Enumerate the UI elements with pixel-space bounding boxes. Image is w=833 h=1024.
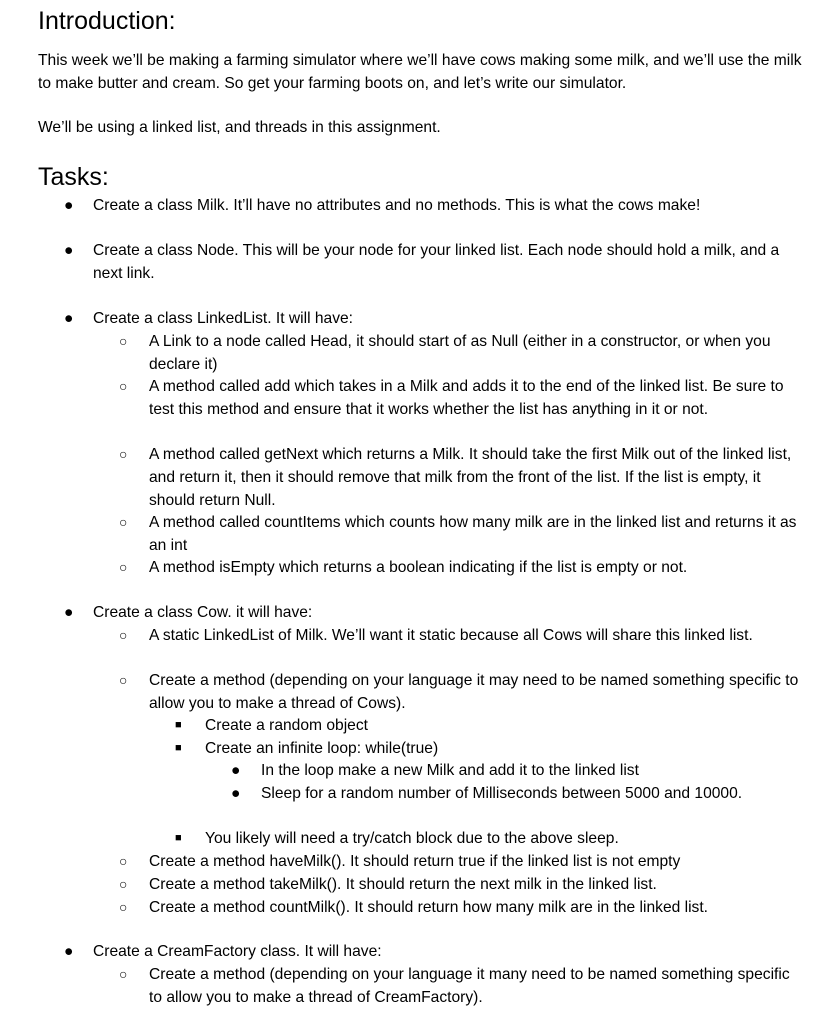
linkedlist-item: A method isEmpty which returns a boolean indicating if the list is empty or not. bbox=[149, 559, 688, 576]
cow-infinite-loop: Create an infinite loop: while(true) bbox=[205, 740, 439, 757]
cow-have-milk: Create a method haveMilk(). It should return true if the linked list is not empty bbox=[149, 853, 681, 870]
bullet-circle-icon: ○ bbox=[119, 333, 128, 349]
cow-method: Create a method (depending on your language it may need to be named something specific to allow you to make a thread of Cows). bbox=[149, 672, 799, 712]
bullet-circle-icon: ○ bbox=[119, 378, 128, 394]
linkedlist-item: A method called add which takes in a Milk and adds it to the end of the linked list. Be sure to test this method and ensure that it works whether the list has anything in it or not. bbox=[149, 378, 784, 418]
bullet-circle-icon: ○ bbox=[119, 627, 128, 643]
bullet-circle-icon: ○ bbox=[119, 559, 128, 575]
bullet-circle-icon: ○ bbox=[119, 966, 128, 982]
bullet-square-icon: ■ bbox=[175, 742, 182, 754]
cow-static-list: A static LinkedList of Milk. We’ll want it static because all Cows will share this linked list. bbox=[149, 627, 753, 644]
task-linkedlist: Create a class LinkedList. It will have: bbox=[93, 310, 354, 327]
bullet-disc-icon: ● bbox=[64, 943, 74, 960]
bullet-circle-icon: ○ bbox=[119, 672, 128, 688]
task-node: Create a class Node. This will be your node for your linked list. Each node should hold a milk, and a next link. bbox=[93, 242, 780, 282]
cow-take-milk: Create a method takeMilk(). It should return the next milk in the linked list. bbox=[149, 876, 657, 893]
bullet-disc-icon: ● bbox=[231, 762, 241, 779]
cream-method: Create a method (depending on your language it many need to be named something specific to allow you to make a thread of CreamFactory). bbox=[149, 966, 790, 1006]
bullet-square-icon: ■ bbox=[175, 832, 182, 844]
bullet-disc-icon: ● bbox=[64, 197, 74, 214]
cow-count-milk: Create a method countMilk(). It should return how many milk are in the linked list. bbox=[149, 899, 709, 916]
linkedlist-item: A Link to a node called Head, it should start of as Null (either in a constructor, or when you declare it) bbox=[149, 333, 771, 373]
intro-heading: Introduction: bbox=[38, 7, 176, 35]
cow-loop-sleep: Sleep for a random number of Milliseconds between 5000 and 10000. bbox=[261, 785, 743, 802]
intro-paragraph-2: We’ll be using a linked list, and threads in this assignment. bbox=[38, 119, 441, 136]
cow-loop-add: In the loop make a new Milk and add it to the linked list bbox=[261, 762, 639, 779]
bullet-disc-icon: ● bbox=[64, 604, 74, 621]
bullet-circle-icon: ○ bbox=[119, 853, 128, 869]
bullet-circle-icon: ○ bbox=[119, 514, 128, 530]
bullet-circle-icon: ○ bbox=[119, 899, 128, 915]
task-cow: Create a class Cow. it will have: bbox=[93, 604, 313, 621]
cow-random-object: Create a random object bbox=[205, 717, 368, 734]
task-milk: Create a class Milk. It’ll have no attributes and no methods. This is what the cows make! bbox=[93, 197, 701, 214]
bullet-circle-icon: ○ bbox=[119, 446, 128, 462]
linkedlist-item: A method called countItems which counts how many milk are in the linked list and returns it as an int bbox=[149, 514, 797, 554]
bullet-disc-icon: ● bbox=[231, 785, 241, 802]
intro-paragraph: This week we’ll be making a farming simulator where we’ll have cows making some milk, and we’ll use the milk to make butter and cream. So get your farming boots on, and let’s write our simulator. bbox=[38, 52, 802, 92]
cow-try-catch: You likely will need a try/catch block due to the above sleep. bbox=[205, 830, 619, 847]
tasks-heading: Tasks: bbox=[38, 163, 109, 191]
bullet-square-icon: ■ bbox=[175, 719, 182, 731]
task-cream-factory: Create a CreamFactory class. It will have: bbox=[93, 943, 382, 960]
bullet-circle-icon: ○ bbox=[119, 876, 128, 892]
bullet-disc-icon: ● bbox=[64, 242, 74, 259]
linkedlist-item: A method called getNext which returns a Milk. It should take the first Milk out of the linked list, and return it, then it should remove that milk from the front of the list. If the list is empty, it should return Null. bbox=[149, 446, 792, 509]
bullet-disc-icon: ● bbox=[64, 310, 74, 327]
